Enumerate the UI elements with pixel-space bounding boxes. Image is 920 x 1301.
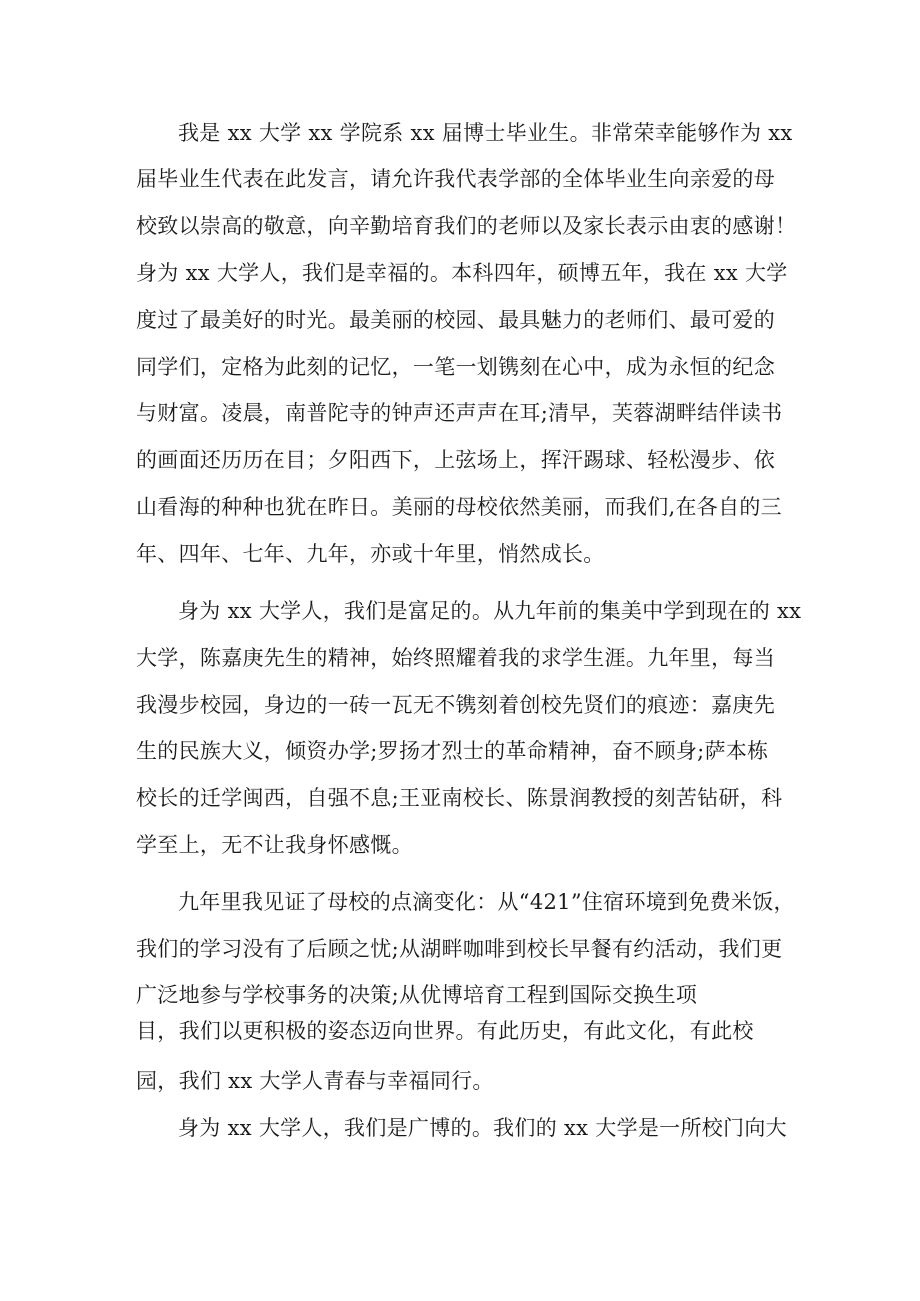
paragraph-1-line-4: 身为 xx 大学人，我们是幸福的。本科四年，硕博五年，我在 xx 大学 — [136, 261, 788, 285]
paragraph-3-line-4: 目，我们以更积极的姿态迈向世界。有此历史，有此文化，有此校 — [136, 1019, 754, 1043]
paragraph-2-line-4: 生的民族大义，倾资办学;罗扬才烈士的革命精神，奋不顾身;萨本栋 — [136, 739, 769, 763]
paragraph-2-line-3: 我漫步校园，身边的一砖一瓦无不镌刻着创校先贤们的痕迹：嘉庚先 — [136, 693, 775, 717]
paragraph-1-line-7: 与财富。凌晨，南普陀寺的钟声还声声在耳;清早，芙蓉湖畔结伴读书 — [136, 401, 783, 425]
paragraph-2-line-5: 校长的迁学闽西，自强不息;王亚南校长、陈景润教授的刻苦钻研，科 — [136, 786, 783, 810]
paragraph-3-line-5: 园，我们 xx 大学人青春与幸福同行。 — [136, 1069, 494, 1093]
paragraph-4-line-1: 身为 xx 大学人，我们是广博的。我们的 xx 大学是一所校门向大 — [178, 1116, 787, 1140]
paragraph-2-line-1: 身为 xx 大学人，我们是富足的。从九年前的集美中学到现在的 xx — [178, 599, 802, 623]
paragraph-3-line-1: 九年里我见证了母校的点滴变化：从“421”住宿环境到免费米饭， — [178, 890, 795, 914]
paragraph-1-line-5: 度过了最美好的时光。最美丽的校园、最具魅力的老师们、最可爱的 — [136, 308, 775, 332]
paragraph-1-line-2: 届毕业生代表在此发言，请允许我代表学部的全体毕业生向亲爱的母 — [136, 167, 775, 191]
paragraph-1-line-9: 山看海的种种也犹在昨日。美丽的母校依然美丽，而我们,在各自的三 — [136, 495, 782, 519]
paragraph-1-line-3: 校致以崇高的敬意，向辛勤培育我们的老师以及家长表示由衷的感谢！ — [136, 214, 797, 238]
paragraph-3-line-2: 我们的学习没有了后顾之忧;从湖畔咖啡到校长早餐有约活动，我们更 — [136, 937, 783, 961]
paragraph-1-line-1: 我是 xx 大学 xx 学院系 xx 届博士毕业生。非常荣幸能够作为 xx — [178, 121, 793, 145]
paragraph-1-line-10: 年、四年、七年、九年，亦或十年里，悄然成长。 — [136, 542, 605, 566]
paragraph-1-line-6: 同学们，定格为此刻的记忆，一笔一划镌刻在心中，成为永恒的纪念 — [136, 355, 775, 379]
paragraph-3-line-3: 广泛地参与学校事务的决策;从优博培育工程到国际交换生项 — [136, 983, 698, 1007]
paragraph-2-line-2: 大学，陈嘉庚先生的精神，始终照耀着我的求学生涯。九年里，每当 — [136, 646, 775, 670]
paragraph-1-line-8: 的画面还历历在目；夕阳西下，上弦场上，挥汗踢球、轻松漫步、依 — [136, 448, 775, 472]
paragraph-2-line-6: 学至上，无不让我身怀感慨。 — [136, 833, 413, 857]
